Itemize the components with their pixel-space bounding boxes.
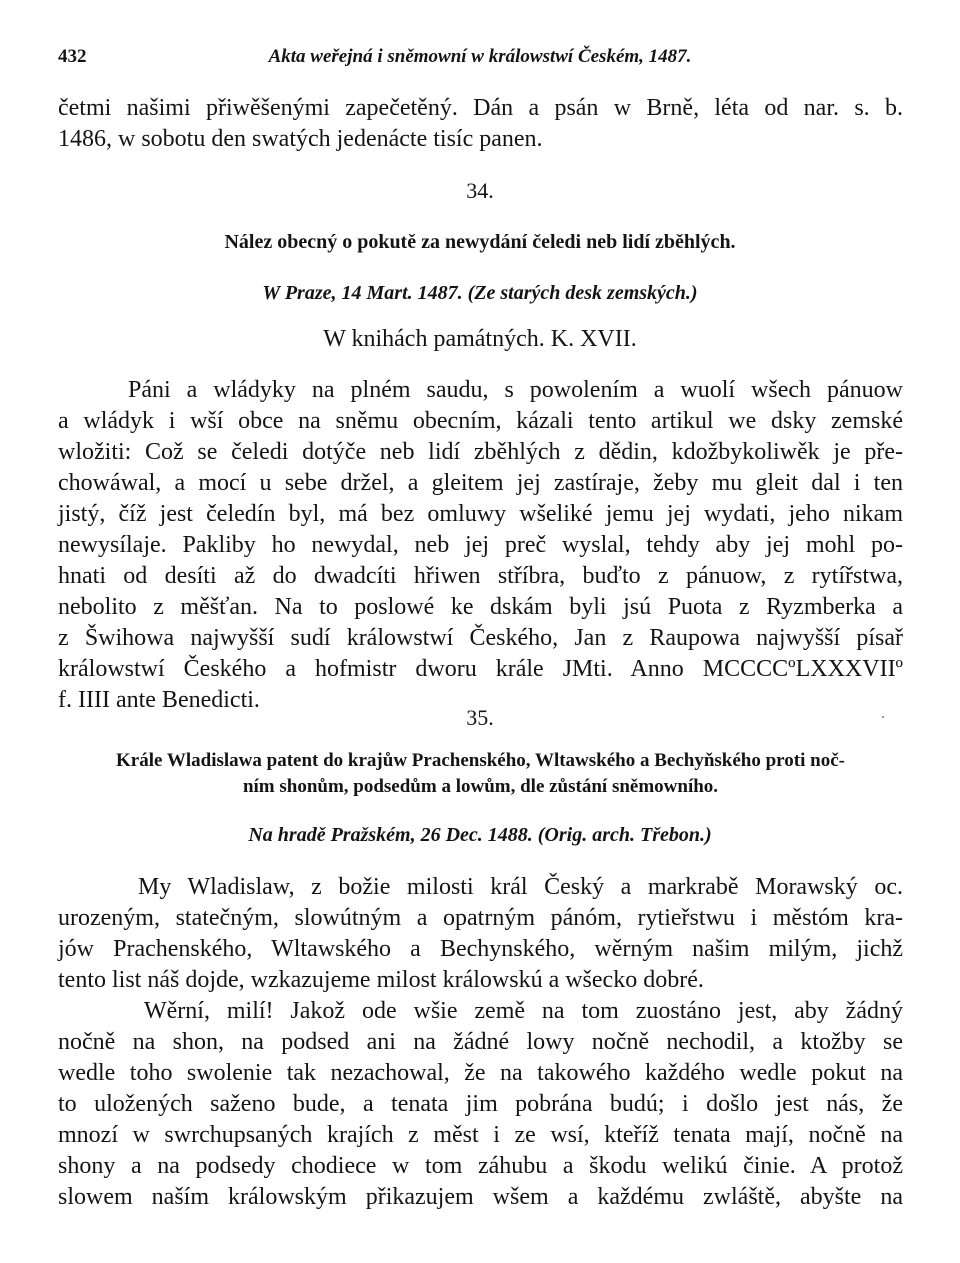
document-heading: Nález obecný o pokutě za newydání čeledi neb lidí zběhlých.	[224, 231, 736, 253]
document-dateline: Na hradě Pražském, 26 Dec. 1488. (Orig. arch. Třebon.)	[248, 824, 712, 846]
heading-line: Krále Wladislawa patent do krajůw Prachenského, Wltawského a Bechyňského proti noč-	[116, 750, 845, 771]
intro-line: četmi našimi přiwěšenými zapečetěný. Dán a psán w Brně, léta od nar. s. b.	[58, 95, 903, 121]
document-heading	[58, 748, 903, 800]
paragraph-line: králowstwí Českého a hofmistr dworu krále JMti. Anno MCCCCºLXXXVIIº	[58, 656, 903, 682]
paragraph-line: z Šwihowa najwyšší sudí králowstwí Českého, Jan z Raupowa najwyšší písař	[58, 625, 903, 651]
paragraph-line: f. IIII ante Benedicti.	[58, 687, 260, 713]
paragraph-line: Páni a wládyky na plném saudu, s powolením a wuolí wšech pánuow	[128, 377, 903, 403]
paragraph-line: nebolito z měšťan. Na to poslowé ke dskám byli jsú Puota z Ryzmberka a	[58, 594, 903, 620]
paragraph-line: newysílaje. Pakliby ho newydal, neb jej preč wyslal, tehdy aby jej mohl po-	[58, 532, 903, 558]
document-number: 34.	[466, 178, 494, 203]
paragraph-line: slowem naším králowským přikazujem wšem a každému zwláště, abyšte na	[58, 1184, 903, 1210]
running-title: Akta weřejná i sněmowní w králowstwí Českém, 1487.	[268, 46, 692, 67]
source-reference: W knihách památných. K. XVII.	[323, 326, 637, 352]
intro-line: 1486, w sobotu den swatých jedenácte tisíc panen.	[58, 126, 543, 152]
paragraph-line: urozeným, statečným, slowútným a opatrným pánóm, rytieřstwu i městóm kra-	[58, 905, 903, 931]
paragraph-line: a wládyk i wší obce na sněmu obecním, kázali tento artikul we dsky zemské	[58, 408, 903, 434]
document-dateline: W Praze, 14 Mart. 1487. (Ze starých desk zemských.)	[262, 282, 698, 304]
paragraph-line: hnati od desíti až do dwadcíti hřiwen stříbra, buďto z pánuow, z rytířstwa,	[58, 563, 903, 589]
paragraph-line: Wěrní, milí! Jakož ode wšie země na tom zuostáno jest, aby žádný	[144, 998, 903, 1024]
paragraph-line: shony a na podsedy chodiece w tom záhubu a škodu welikú činie. A protož	[58, 1153, 903, 1179]
paragraph-line: nočně na shon, na podsed ani na žádné lowy nočně nechodil, a ktožby se	[58, 1029, 903, 1055]
paragraph-line: chowáwal, a mocí u sebe držel, a gleitem jej zastíraje, žeby mu gleit dal i ten	[58, 470, 903, 496]
paragraph-line: jów Prachenského, Wltawského a Bechynského, wěrným našim milým, jichž	[58, 936, 903, 962]
paragraph-line: tento list náš dojde, wzkazujeme milost králowskú a wšecko dobré.	[58, 967, 704, 993]
heading-line: ním shonům, podsedům a lowům, dle zůstání sněmowního.	[242, 776, 719, 797]
paragraph-line: mnozí w swrchupsaných krajích z měst i ze wsí, kteříž tenata mají, nočně na	[58, 1122, 903, 1148]
document-number: 35.	[466, 705, 494, 730]
page-number: 432	[58, 46, 87, 67]
paragraph-line: wedle toho swolenie tak nezachowal, že na takowého každého wedle pokut na	[58, 1060, 903, 1086]
paragraph-line: wložiti: Což se čeledi dotýče neb lidí zběhlých z dědin, kdožbykoliwěk je pře-	[58, 439, 903, 465]
paragraph-line: My Wladislaw, z božie milosti král Český a markrabě Morawský oc.	[138, 874, 903, 900]
paragraph-line: to uložených saženo bude, a tenata jim pobrána budú; i došlo jest nás, že	[58, 1091, 903, 1117]
paragraph-line: jistý, číž jest čeledín byl, má bez omluwy wšeliké jemu jej wydati, jeho nikam	[58, 501, 903, 527]
